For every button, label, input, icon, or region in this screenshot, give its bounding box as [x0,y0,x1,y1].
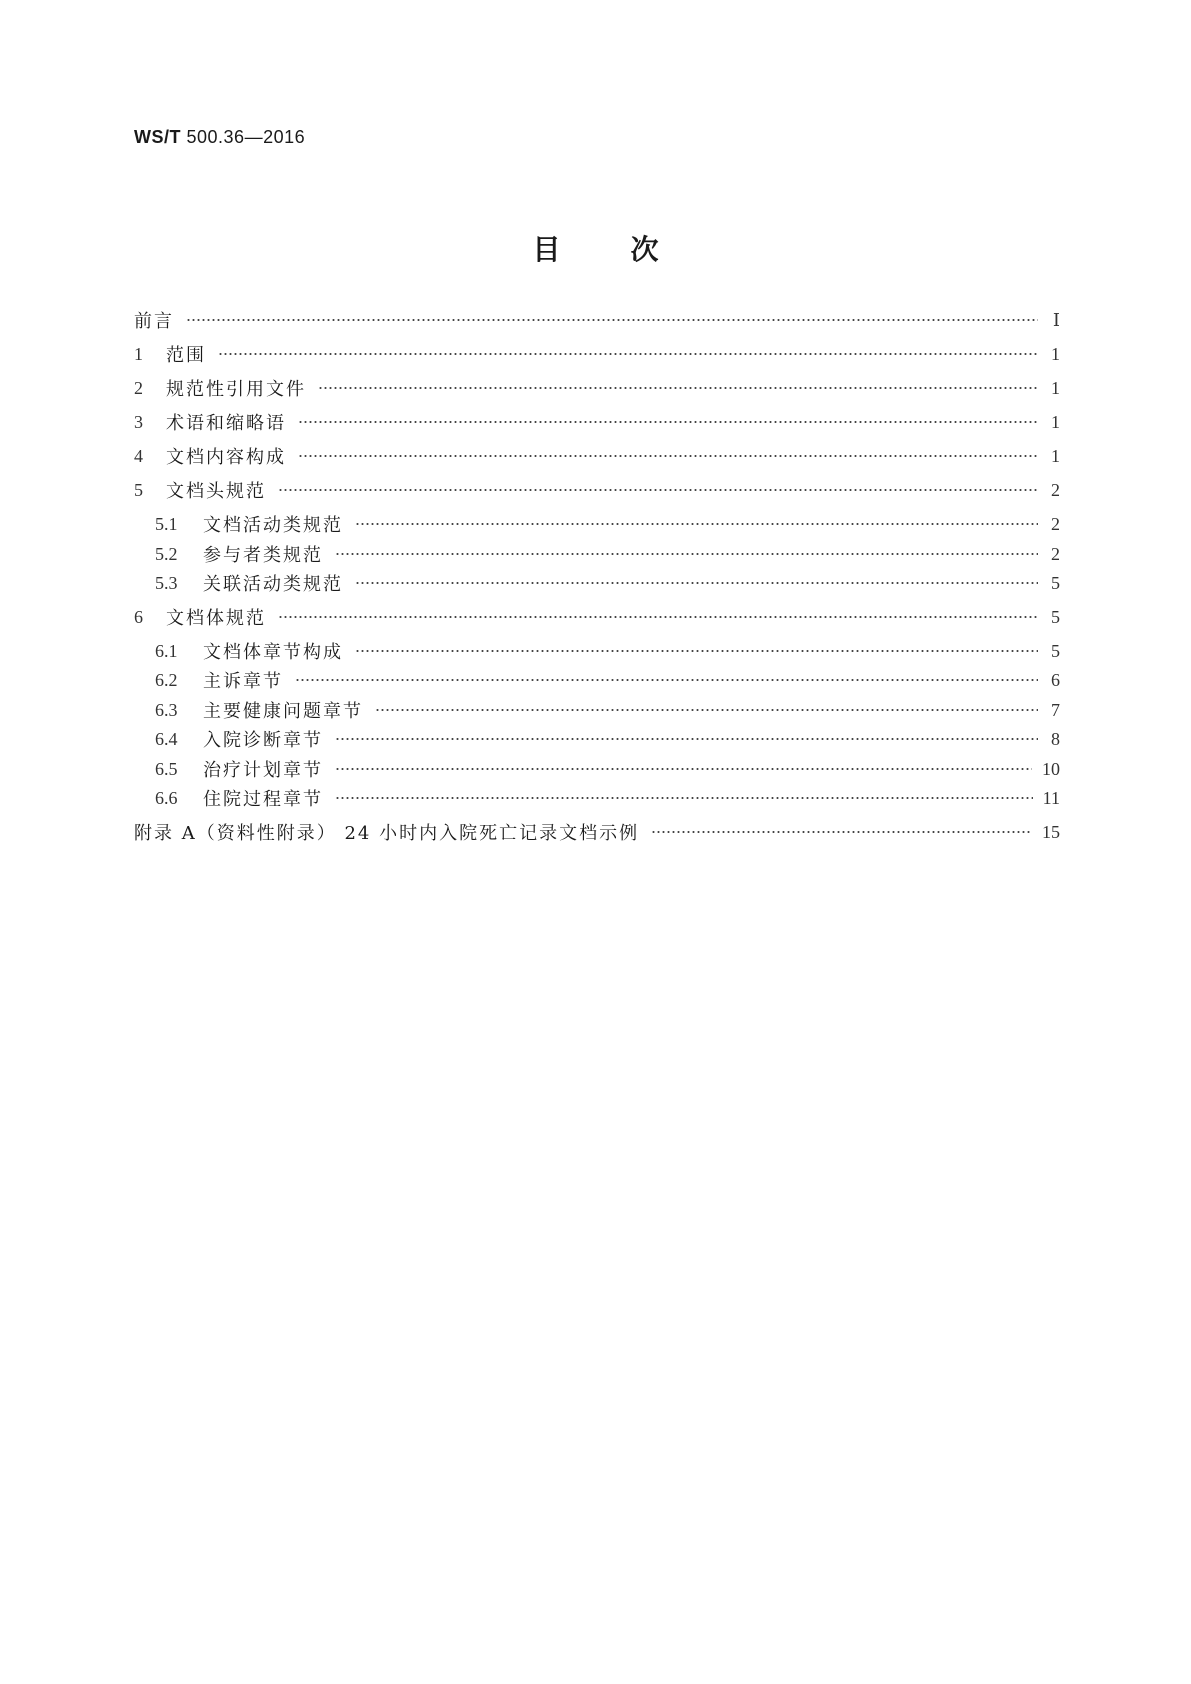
toc-subentry[interactable] [155,570,1060,596]
toc-entry-page: 1 [1051,377,1060,398]
toc-entry-number: 6.3 [155,699,178,720]
toc-entry-label: 范围 [166,345,206,366]
toc-entry-page: 5 [1051,606,1060,627]
toc-entry-label: 术语和缩略语 [166,413,286,434]
toc-entry-label: 关联活动类规范 [203,574,343,595]
toc-entry-label: 文档活动类规范 [203,515,343,536]
dot-leader [298,452,1038,460]
toc-entry-label: 主诉章节 [203,671,283,692]
toc-entry-label: 主要健康问题章节 [203,701,363,722]
dot-leader [186,316,1038,324]
dot-leader [295,676,1038,684]
toc-entry-label: 文档体章节构成 [203,642,343,663]
toc-entry-label: 文档体规范 [166,608,266,629]
toc-entry-number: 5 [134,479,143,500]
dot-leader [278,486,1038,494]
toc-entry-number: 6.4 [155,728,178,749]
dot-leader [335,794,1033,802]
toc-entry-number: 6.6 [155,787,178,808]
toc-entry-page: 15 [1042,821,1060,842]
toc-subentry[interactable] [155,638,1060,664]
toc-entry-foreword[interactable] [134,307,1060,333]
toc-entry-page: 1 [1051,445,1060,466]
toc-entry-page: 11 [1042,787,1060,808]
page-title [0,228,1191,268]
toc-entry-page: 2 [1051,513,1060,534]
toc-subentry[interactable] [155,756,1060,782]
toc-subentry[interactable] [155,785,1060,811]
toc-entry-label: 治疗计划章节 [203,760,323,781]
toc-entry[interactable] [134,604,1060,630]
toc-entry-label: 文档内容构成 [166,447,286,468]
dot-leader [355,579,1038,587]
toc-entry[interactable] [134,409,1060,435]
toc-entry-label: 规范性引用文件 [166,379,306,400]
toc-entry-page: 1 [1051,343,1060,364]
toc-entry-number: 6.5 [155,758,178,779]
dot-leader [298,418,1038,426]
toc-entry-number: 3 [134,411,143,432]
title-char-2: 次 [630,233,659,266]
standard-prefix: WS/T [134,127,181,147]
toc-entry-page: 5 [1051,572,1060,593]
dot-leader [335,735,1038,743]
dot-leader [218,350,1038,358]
toc-entry[interactable] [134,443,1060,469]
toc-entry-page: 2 [1051,479,1060,500]
toc-entry-page: 1 [1051,411,1060,432]
toc-entry[interactable] [134,341,1060,367]
toc-entry-page: 5 [1051,640,1060,661]
toc-entry-number: 5.2 [155,543,178,564]
toc-entry-number: 2 [134,377,143,398]
toc-entry-page: 10 [1042,758,1060,779]
title-char-1: 目 [532,233,561,266]
toc-entry-number: 6.1 [155,640,178,661]
toc-entry-number: 5.1 [155,513,178,534]
toc-entry-label: 前言 [134,311,174,332]
dot-leader [355,520,1038,528]
toc-entry-label: 附录 A（资料性附录） 24 小时内入院死亡记录文档示例 [134,823,640,844]
toc-entry[interactable] [134,375,1060,401]
toc-entry-label: 参与者类规范 [203,545,323,566]
toc-entry-number: 5.3 [155,572,178,593]
toc-entry-number: 6 [134,606,143,627]
dot-leader [335,550,1038,558]
toc-subentry[interactable] [155,541,1060,567]
dot-leader [375,706,1038,714]
toc-entry-number: 1 [134,343,143,364]
toc-subentry[interactable] [155,511,1060,537]
toc-entry-number: 6.2 [155,669,178,690]
dot-leader [335,765,1032,773]
dot-leader [278,613,1038,621]
standard-number: 500.36—2016 [186,127,306,147]
toc-entry-appendix-a[interactable] [134,819,1060,845]
toc-entry-page: 7 [1051,699,1060,720]
toc-entry-page: 2 [1051,543,1060,564]
standard-code [134,127,305,148]
dot-leader [318,384,1038,392]
toc-entry-label: 文档头规范 [166,481,266,502]
toc-subentry[interactable] [155,697,1060,723]
toc-subentry[interactable] [155,667,1060,693]
dot-leader [355,647,1038,655]
toc-subentry[interactable] [155,726,1060,752]
toc-entry-page: 6 [1051,669,1060,690]
toc-entry-page: Ⅰ [1052,309,1060,330]
toc-entry[interactable] [134,477,1060,503]
toc-entry-label: 入院诊断章节 [203,730,323,751]
dot-leader [651,828,1032,836]
toc-entry-label: 住院过程章节 [203,789,323,810]
toc-entry-page: 8 [1051,728,1060,749]
toc-entry-number: 4 [134,445,143,466]
